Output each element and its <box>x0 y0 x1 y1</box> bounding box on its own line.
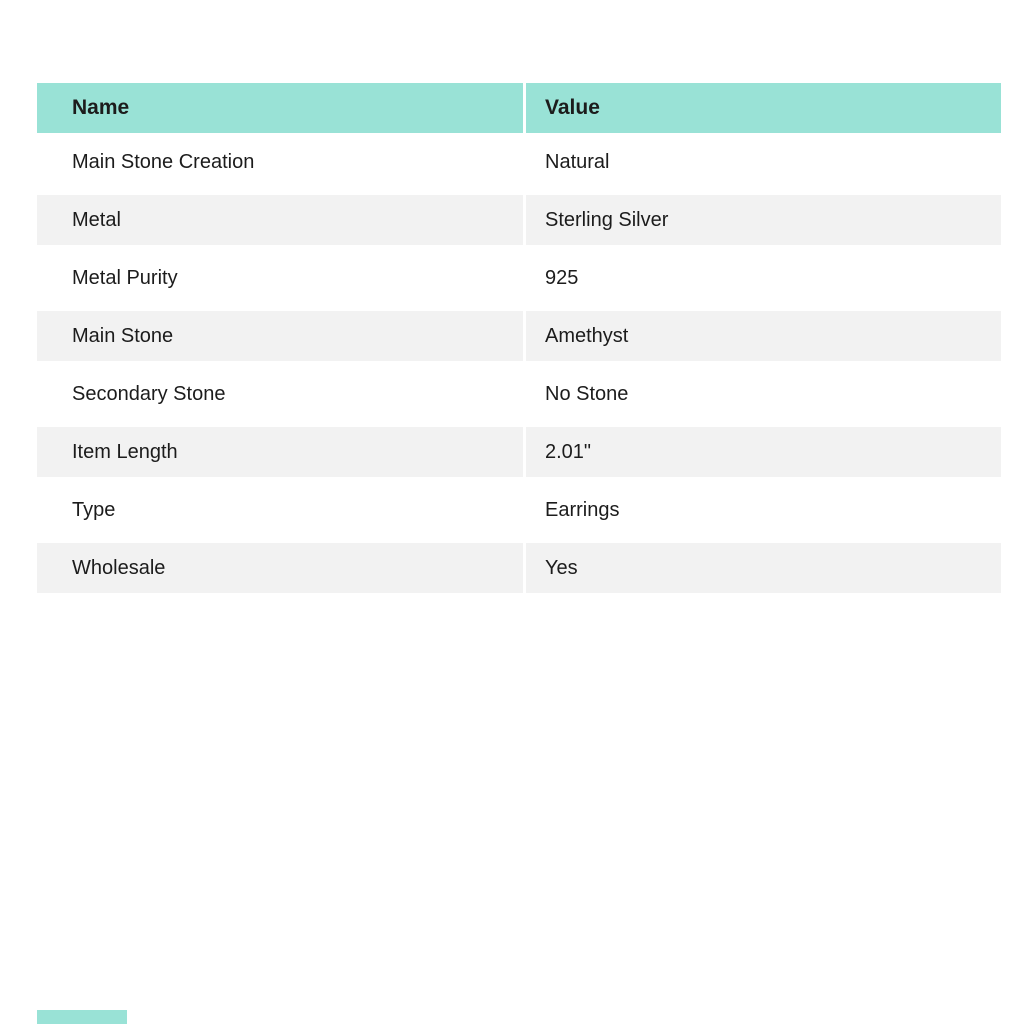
table-row <box>37 191 1001 249</box>
table-row <box>37 249 1001 307</box>
table-row <box>37 423 1001 481</box>
table-row <box>37 307 1001 365</box>
table-row <box>37 133 1001 191</box>
attribute-name: Type <box>72 498 116 521</box>
attribute-name: Main Stone Creation <box>72 150 255 173</box>
attribute-value: 925 <box>545 266 579 289</box>
attribute-name: Metal <box>37 195 523 245</box>
attribute-value: Yes <box>526 543 1001 593</box>
table-header-row <box>37 83 1001 133</box>
table-row <box>37 539 1001 597</box>
attribute-value: No Stone <box>545 382 629 405</box>
attribute-value: 2.01" <box>526 427 1001 477</box>
attribute-value: Earrings <box>545 498 620 521</box>
attribute-name: Metal Purity <box>72 266 178 289</box>
product-attributes-table <box>37 83 1001 597</box>
attribute-name: Wholesale <box>37 543 523 593</box>
attribute-value: Natural <box>545 150 610 173</box>
partial-next-table-header <box>37 1010 127 1024</box>
attribute-name: Item Length <box>37 427 523 477</box>
column-header-value: Value <box>526 83 1001 133</box>
attribute-value: Sterling Silver <box>526 195 1001 245</box>
table-row <box>37 481 1001 539</box>
attribute-name: Secondary Stone <box>72 382 226 405</box>
table-row <box>37 365 1001 423</box>
column-header-name: Name <box>37 83 523 133</box>
attribute-name: Main Stone <box>37 311 523 361</box>
attribute-value: Amethyst <box>526 311 1001 361</box>
